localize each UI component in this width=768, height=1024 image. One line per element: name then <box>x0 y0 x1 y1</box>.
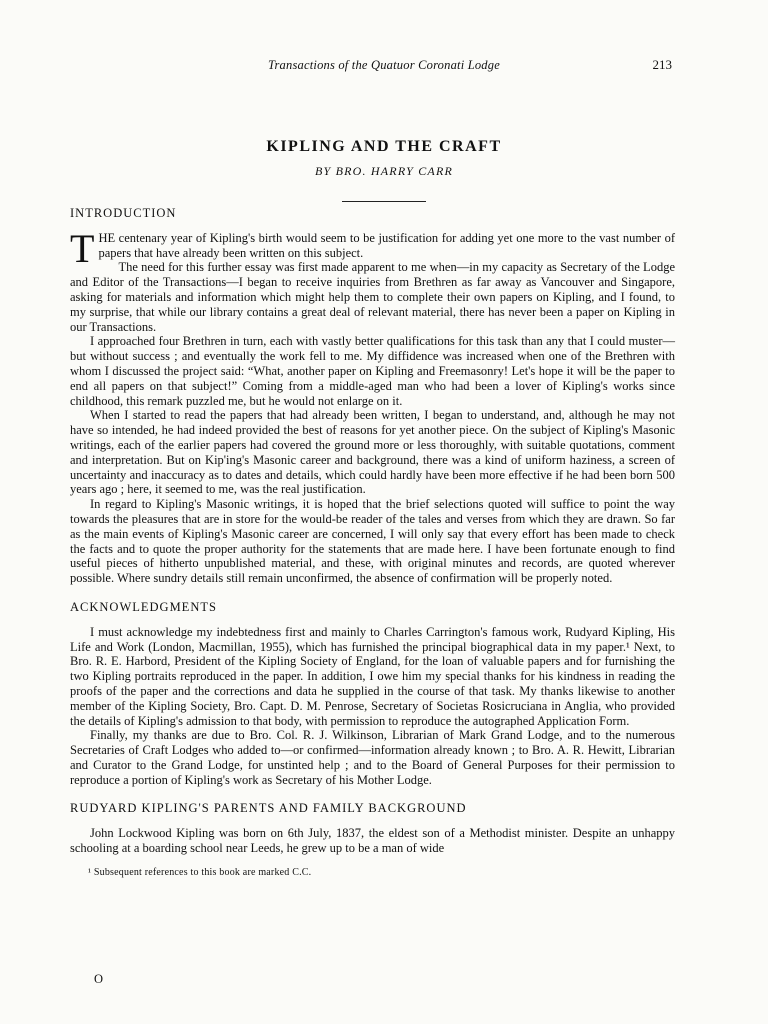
article-title: KIPLING AND THE CRAFT <box>266 138 502 155</box>
signature-mark: O <box>94 972 104 986</box>
family-paragraph-1: John Lockwood Kipling was born on 6th July, 1837, the eldest son of a Methodist minister. Despite an unhappy schooling at a boarding school near Leeds, he grew up to be a man of wide <box>70 826 675 856</box>
intro-paragraph-2: The need for this further essay was first made apparent to me when—in my capacity as Secretary of the Lodge and Editor of the Transactions—I began to receive inquiries from Brethren as far away as Vancouver and Singapore, asking for materials and information which might help them to complete their own papers on Kipling, and I found, to my surprise, that while our library contains a great deal of relevant material, there has never been a paper on Kipling in our Transactions. <box>70 260 675 334</box>
section-heading-acknowledgments: ACKNOWLEDGMENTS <box>70 599 217 614</box>
title-rule <box>342 201 426 202</box>
page-number: 213 <box>652 57 672 72</box>
section-heading-introduction: INTRODUCTION <box>70 206 177 220</box>
running-title: Transactions of the Quatuor Coronati Lodge <box>268 58 500 72</box>
intro-paragraph-5: In regard to Kipling's Masonic writings, it is hoped that the brief selections quoted will suffice to point the way towards the pleasures that are in store for the would-be reader of the tales and verses from which they are drawn. So far as the main events of Kipling's Masonic career are concerned, I will only say that every effort has been made to check the facts and to quote the proper authority for the statements that are made here. I have been fortunate enough to find useful pieces of hitherto unpublished material, and these, with original minutes and records, are quoted wherever possible. Where sundry details still remain unconfirmed, the absence of confirmation will be properly noted. <box>70 497 675 586</box>
ack-paragraph-1: I must acknowledge my indebtedness first and mainly to Charles Carrington's famous work, Rudyard Kipling, His Life and Work (London, Macmillan, 1955), which has furnished the principal biographical data in my paper.¹ Next, to Bro. R. E. Harbord, President of the Kipling Society of England, for the loan of valuable papers and for furnishing the two Kipling portraits reproduced in the paper. In addition, I owe him my special thanks for his kindness in reading the proofs of the paper and the corrections and data he supplied in the course of that task. My thanks likewise to another member of the Kipling Society, Bro. Capt. D. M. Penrose, Secretary of Societas Rosicruciana in Anglia, who provided the details of Kipling's admission to that body, with permission to reproduce the autographed Application Form. <box>70 624 675 728</box>
intro-paragraph-1: THE centenary year of Kipling's birth would seem to be justification for adding yet one more to the vast number of papers that have already been written on this subject. <box>70 225 675 271</box>
intro-paragraph-4: When I started to read the papers that had already been written, I began to understand, and, although he may not have so intended, he had indeed provided the best of reasons for yet another piece. On the subject of Kipling's Masonic writings, each of the earlier papers had covered the ground more or less thoroughly, with suitable quotations, comment and interpretation. But on Kip'ing's Masonic career and background, there was a kind of uniform haziness, a screen of uncertainty and inaccuracy as to dates and details, which could hardly have been more effective if he had been born 500 years ago ; here, it seemed to me, was the real justification. <box>70 408 675 497</box>
intro-paragraph-3: I approached four Brethren in turn, each with vastly better qualifications for this task than any that I could muster—but without success ; and eventually the work fell to me. My diffidence was increased when one of the Brethren with whom I discussed the project said: “What, another paper on Kipling and Freemasonry! Let's hope it will be the paper to end all papers on that subject!” Coming from a middle-aged man who had been a lover of Kipling's works since childhood, this remark puzzled me, but he would not enlarge on it. <box>70 334 675 408</box>
ack-paragraph-2: Finally, my thanks are due to Bro. Col. R. J. Wilkinson, Librarian of Mark Grand Lodge, and to the numerous Secretaries of Craft Lodges who added to—or confirmed—information already known ; to Bro. A. R. Hewitt, Librarian and Curator to the Grand Lodge, for unstinted help ; and to the Board of General Purposes for their permission to reproduce a portion of Kipling's work as Secretary of his Mother Lodge. <box>70 728 675 787</box>
drop-cap: T <box>70 225 95 271</box>
footnote: ¹ Subsequent references to this book are marked C.C. <box>88 866 312 878</box>
article-body <box>70 206 675 881</box>
section-heading-family: RUDYARD KIPLING'S PARENTS AND FAMILY BACKGROUND <box>70 801 467 816</box>
article-byline: BY BRO. HARRY CARR <box>314 164 454 178</box>
